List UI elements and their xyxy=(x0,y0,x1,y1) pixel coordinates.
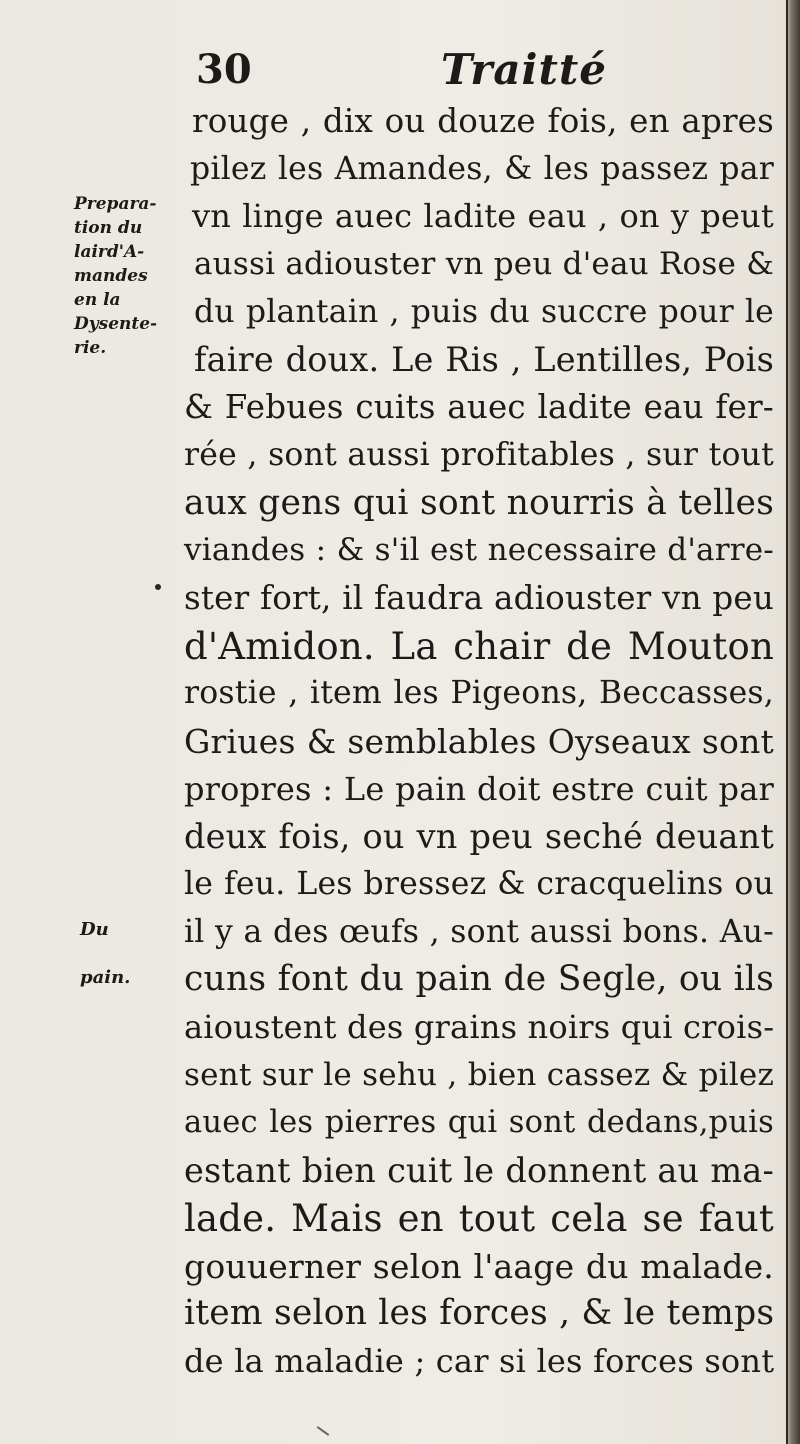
text-line: aioustent des grains noirs qui crois- xyxy=(184,1008,775,1047)
margin-note-pain xyxy=(80,906,190,1002)
text-line: sent sur le sehu , bien cassez & pilez xyxy=(184,1056,774,1093)
margin-note-line: Prepara- xyxy=(74,194,157,214)
margin-note-line: tion du xyxy=(74,218,143,238)
text-line: item selon les forces , & le temps xyxy=(184,1293,775,1334)
margin-note-line: laird'A- xyxy=(74,242,145,262)
running-head: Traitté xyxy=(441,45,608,94)
text-line: rostie , item les Pigeons, Beccasses, xyxy=(184,675,774,712)
text-line: Griues & semblables Oyseaux sont xyxy=(184,721,774,761)
margin-note-line: pain. xyxy=(80,967,131,988)
margin-note-line: Dysente- xyxy=(74,314,158,334)
text-line: rée , sont aussi profitables , sur tout xyxy=(184,436,774,473)
text-line: auec les pierres qui sont dedans,puis xyxy=(184,1105,774,1141)
margin-note-line: rie. xyxy=(74,338,107,358)
text-line: viandes : & s'il est necessaire d'arre- xyxy=(184,532,774,569)
text-line: & Febues cuits auec ladite eau fer- xyxy=(184,388,774,427)
text-line: pilez les Amandes, & les passez par xyxy=(190,150,774,187)
page-gutter-edge xyxy=(786,0,800,1444)
text-line: propres : Le pain doit estre cuit par xyxy=(184,769,774,808)
text-line: le feu. Les bressez & cracquelins ou xyxy=(184,866,774,902)
margin-note-line: mandes xyxy=(74,266,148,286)
page-number: 30 xyxy=(196,46,252,93)
ink-speck xyxy=(155,584,161,590)
text-line: du plantain , puis du succre pour le xyxy=(194,293,774,330)
margin-note-line: en la xyxy=(74,290,121,310)
page-header xyxy=(196,42,766,98)
text-line: faire doux. Le Ris , Lentilles, Pois xyxy=(194,340,774,380)
text-line: cuns font du pain de Segle, ou ils xyxy=(184,959,774,1000)
text-line: deux fois, ou vn peu seché deuant xyxy=(184,817,774,857)
text-line: aux gens qui sont nourris à telles xyxy=(184,482,774,523)
text-line: rouge , dix ou douze fois, en apres xyxy=(192,102,774,140)
margin-note-preparation xyxy=(74,192,184,360)
margin-note-line: Du xyxy=(80,919,109,940)
text-line: lade. Mais en tout cela se faut xyxy=(184,1196,774,1240)
text-line: vn linge auec ladite eau , on y peut xyxy=(192,197,774,236)
text-line: il y a des œufs , sont aussi bons. Au- xyxy=(184,913,774,950)
body-text xyxy=(184,98,774,1386)
text-line: ster fort, il faudra adiouster vn peu xyxy=(184,578,774,617)
ink-mark xyxy=(317,1426,330,1436)
text-line: gouuerner selon l'aage du malade. xyxy=(184,1246,774,1286)
text-line: estant bien cuit le donnent au ma- xyxy=(184,1151,774,1191)
text-line: de la maladie ; car si les forces sont xyxy=(184,1341,775,1380)
text-line: d'Amidon. La chair de Mouton xyxy=(184,624,774,668)
page-edge-line xyxy=(786,0,788,1444)
text-line: aussi adiouster vn peu d'eau Rose & xyxy=(194,246,774,283)
